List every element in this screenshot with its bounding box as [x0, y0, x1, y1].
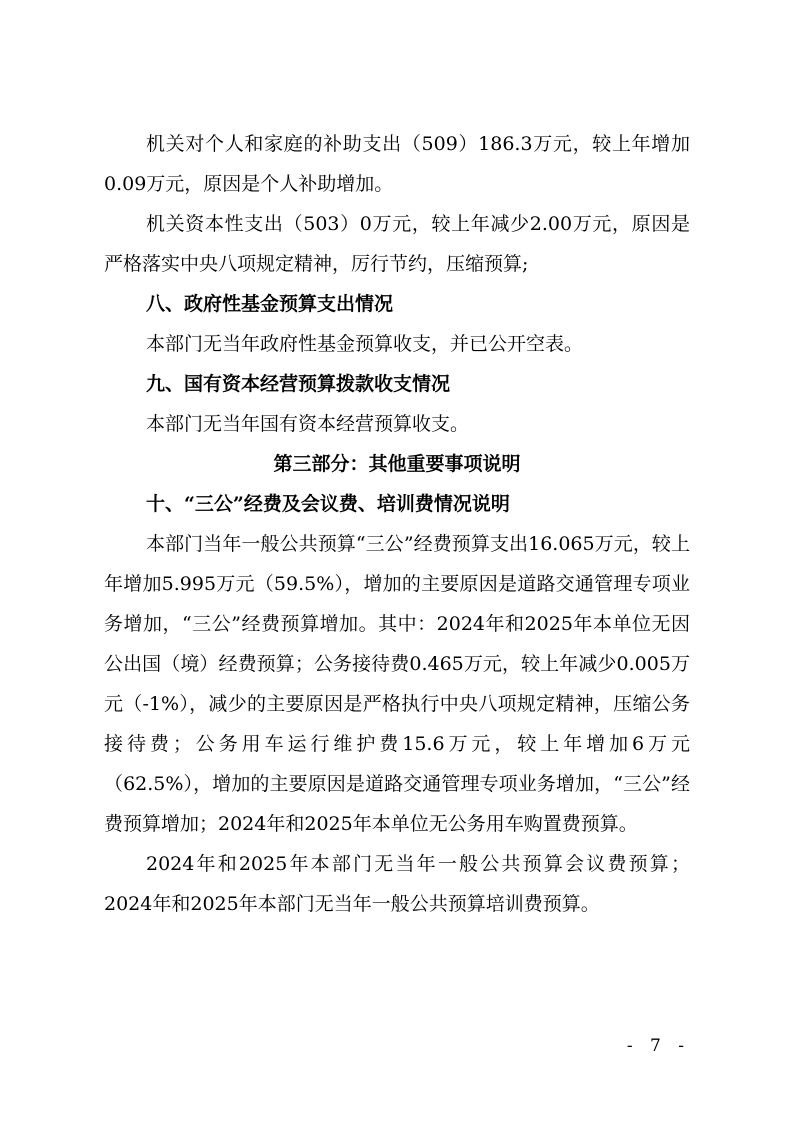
- section-heading-three-public: 十、“三公”经费及会议费、培训费情况说明: [146, 493, 510, 515]
- section-heading-state-capital: 九、国有资本经营预算拨款收支情况: [146, 373, 451, 395]
- part-three-title: 第三部分：其他重要事项说明: [273, 453, 521, 475]
- paragraph-three-public-expense: 本部门当年一般公共预算“三公”经费预算支出16.065万元，较上年增加5.995万元（59.5%），增加的主要原因是道路交通管理专项业务增加，“三公”经费预算增加。其中：2024年和2025年本单位无因公出国（境）经费预算；公务接待费0.465万元，较上年减少0.005万元（-1%），减少的主要原因是严格执行中央八项规定精神，压缩公务接待费；公务用车运行维护费15.6万元，较上年增加6万元（62.5%），增加的主要原因是道路交通管理专项业务增加，“三公”经费预算增加；2024年和2025年本单位无公务用车购置费预算。: [104, 533, 690, 835]
- paragraph-government-fund: 本部门无当年政府性基金预算收支，并已公开空表。: [146, 333, 584, 355]
- section-heading-government-fund: 八、政府性基金预算支出情况: [146, 293, 394, 315]
- paragraph-subsidy-expense: 机关对个人和家庭的补助支出（509）186.3万元，较上年增加0.09万元，原因是个人补助增加。: [104, 133, 690, 195]
- page-number: - 7 -: [626, 1036, 690, 1056]
- paragraph-capital-expense: 机关资本性支出（503）0万元，较上年减少2.00万元，原因是严格落实中央八项规定精神，厉行节约，压缩预算;: [104, 213, 690, 275]
- paragraph-meeting-training: 2024年和2025年本部门无当年一般公共预算会议费预算；2024年和2025年本部门无当年一般公共预算培训费预算。: [104, 853, 690, 915]
- document-body: [104, 124, 690, 924]
- paragraph-state-capital: 本部门无当年国有资本经营预算收支。: [146, 413, 470, 435]
